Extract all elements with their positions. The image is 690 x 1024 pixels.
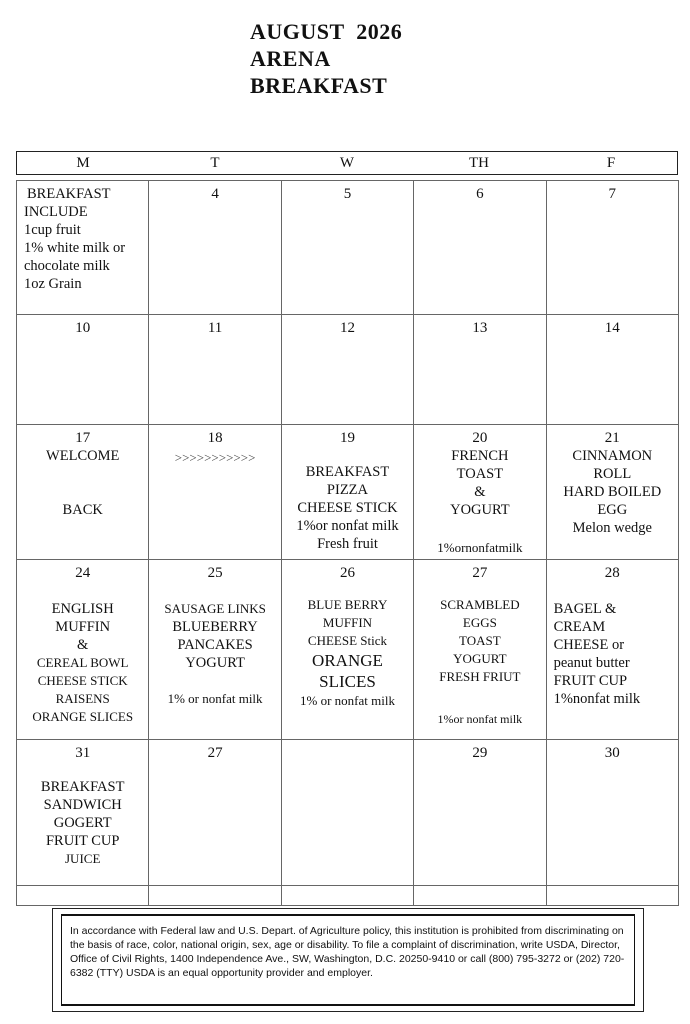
day-number: 5 [343, 186, 352, 202]
menu-line: WELCOME [46, 448, 120, 464]
day-cell [17, 315, 149, 425]
menu-line: CHEESE Stick [307, 633, 388, 648]
note-line: INCLUDE [24, 204, 88, 220]
day-cell [281, 560, 413, 740]
day-cell [546, 181, 678, 315]
menu-line: CEREAL BOWL [36, 655, 129, 670]
day-cell [149, 425, 281, 560]
menu-line: & [474, 484, 486, 500]
menu-line: BREAKFAST [40, 779, 125, 795]
day-cell [546, 315, 678, 425]
week-row [17, 740, 679, 886]
day-cell [414, 740, 546, 886]
day-cell [546, 560, 678, 740]
menu-line: & [77, 637, 89, 653]
day-cell [17, 740, 149, 886]
menu-line: TOAST [456, 466, 504, 482]
day-cell [414, 315, 546, 425]
title-meal: BREAKFAST [250, 73, 388, 98]
day-cell [281, 315, 413, 425]
menu-line: MUFFIN [322, 615, 373, 630]
menu-line: 1%or nonfat milk [296, 518, 399, 534]
usda-statement-box [52, 908, 644, 1012]
menu-line: 1%nonfat milk [553, 691, 641, 707]
day-cell [149, 740, 281, 886]
weekday-wed: W [339, 155, 355, 171]
weekday-header [16, 151, 678, 175]
menu-line: YOGURT [450, 502, 510, 518]
menu-line: FRUIT CUP [553, 673, 628, 689]
menu-line: ROLL [593, 466, 632, 482]
day-number: 12 [339, 320, 355, 336]
menu-line: BACK [62, 502, 103, 518]
menu-line: CHEESE STICK [297, 500, 398, 516]
note-line: 1oz Grain [24, 276, 82, 292]
day-number: 18 [207, 430, 223, 446]
day-cell [17, 181, 149, 315]
menu-line: RAISENS [55, 691, 110, 706]
day-number: 26 [339, 565, 355, 581]
breakfast-info-note [17, 181, 148, 293]
menu-line: BLUE BERRY [307, 597, 388, 612]
day-cell [149, 181, 281, 315]
day-number: 27 [472, 565, 488, 581]
title-school: ARENA [250, 46, 331, 71]
weekday-thu: TH [469, 155, 489, 171]
arrow-continuation: >>>>>>>>>>> [174, 450, 256, 465]
menu-title [250, 18, 402, 99]
note-line: 1cup fruit [24, 222, 81, 238]
menu-line: ORANGE [312, 651, 383, 670]
menu-line: GOGERT [53, 815, 112, 831]
day-cell [281, 181, 413, 315]
day-number: 7 [608, 186, 617, 202]
menu-line: CHEESE or [553, 637, 625, 653]
day-number: 25 [207, 565, 223, 581]
day-cell [414, 425, 546, 560]
day-number: 28 [604, 565, 620, 581]
day-number: 6 [476, 186, 484, 202]
day-cell [546, 740, 678, 886]
milk-note: 1%or nonfat milk [437, 712, 523, 726]
milk-note: 1%ornonfatmilk [437, 540, 523, 555]
menu-line: EGG [597, 502, 628, 518]
day-number: 24 [75, 565, 91, 581]
day-number: 19 [339, 430, 355, 446]
day-number: 13 [472, 320, 488, 336]
day-cell [546, 425, 678, 560]
week-row [17, 886, 679, 906]
calendar-grid [16, 180, 679, 906]
day-cell [281, 425, 413, 560]
menu-line: BAGEL & [553, 601, 617, 617]
menu-line: PIZZA [326, 482, 369, 498]
day-number: 11 [207, 320, 223, 336]
week-row [17, 315, 679, 425]
menu-line: EGGS [462, 615, 497, 630]
menu-line: HARD BOILED [563, 484, 662, 500]
menu-line: MUFFIN [55, 619, 111, 635]
note-line: chocolate milk [24, 258, 110, 274]
menu-line: SAUSAGE LINKS [164, 601, 266, 616]
menu-line: BLUEBERRY [172, 619, 258, 635]
menu-line: SLICES [319, 672, 376, 691]
day-cell [414, 560, 546, 740]
menu-line: YOGURT [185, 655, 245, 671]
day-cell [17, 425, 149, 560]
menu-line: SANDWICH [43, 797, 122, 813]
menu-line: ENGLISH [51, 601, 114, 617]
title-month: AUGUST 2026 [250, 19, 403, 44]
menu-line: ORANGE SLICES [32, 709, 134, 724]
menu-line: JUICE [65, 851, 101, 866]
day-number: 17 [75, 430, 91, 446]
weekday-mon: M [76, 155, 90, 171]
day-number: 21 [604, 430, 620, 446]
note-line: 1% white milk or [24, 240, 126, 256]
day-number: 31 [75, 745, 91, 761]
day-number: 27 [207, 745, 223, 761]
note-line: BREAKFAST [27, 186, 111, 202]
menu-line: BREAKFAST [305, 464, 390, 480]
weekday-fri: F [606, 155, 616, 171]
menu-line: TOAST [459, 633, 501, 648]
week-row [17, 181, 679, 315]
day-number: 30 [604, 745, 620, 761]
menu-line: PANCAKES [177, 637, 253, 653]
menu-line: CHEESE STICK [37, 673, 128, 688]
menu-line: FRENCH [451, 448, 509, 464]
menu-line: CREAM [553, 619, 606, 635]
week-row [17, 425, 679, 560]
day-number: 10 [75, 320, 91, 336]
day-cell [17, 560, 149, 740]
menu-line: Fresh fruit [317, 536, 378, 552]
menu-line: FRESH FRIUT [439, 669, 521, 684]
day-cell [149, 315, 281, 425]
menu-line: peanut butter [553, 655, 630, 671]
weekday-tue: T [210, 155, 220, 171]
day-cell [149, 560, 281, 740]
menu-line: Melon wedge [572, 520, 652, 536]
milk-note: 1% or nonfat milk [167, 691, 263, 706]
day-cell [281, 740, 413, 886]
usda-nondiscrimination-statement: In accordance with Federal law and U.S. Depart. of Agriculture policy, this institution is prohibited from discriminating on the basis of race, color, national origin, sex, age or disability. To file a complaint of discrimination, write USDA, Director, Office of Civil Rights, 1400 Independence Ave., SW, Washington, D.C. 20250-9410 or call (800) 795-3272 or (202) 720-6382 (TTY) USDA is an equal opportunity provider and employer. [61, 914, 635, 1006]
menu-line: SCRAMBLED [440, 597, 520, 612]
day-number: 14 [604, 320, 620, 336]
day-number: 20 [472, 430, 488, 446]
menu-line: YOGURT [453, 651, 507, 666]
day-number: 4 [211, 186, 219, 202]
week-row [17, 560, 679, 740]
milk-note: 1% or nonfat milk [299, 693, 395, 708]
day-cell [414, 181, 546, 315]
menu-line: CINNAMON [572, 448, 653, 464]
menu-line: FRUIT CUP [45, 833, 120, 849]
day-number: 29 [472, 745, 488, 761]
